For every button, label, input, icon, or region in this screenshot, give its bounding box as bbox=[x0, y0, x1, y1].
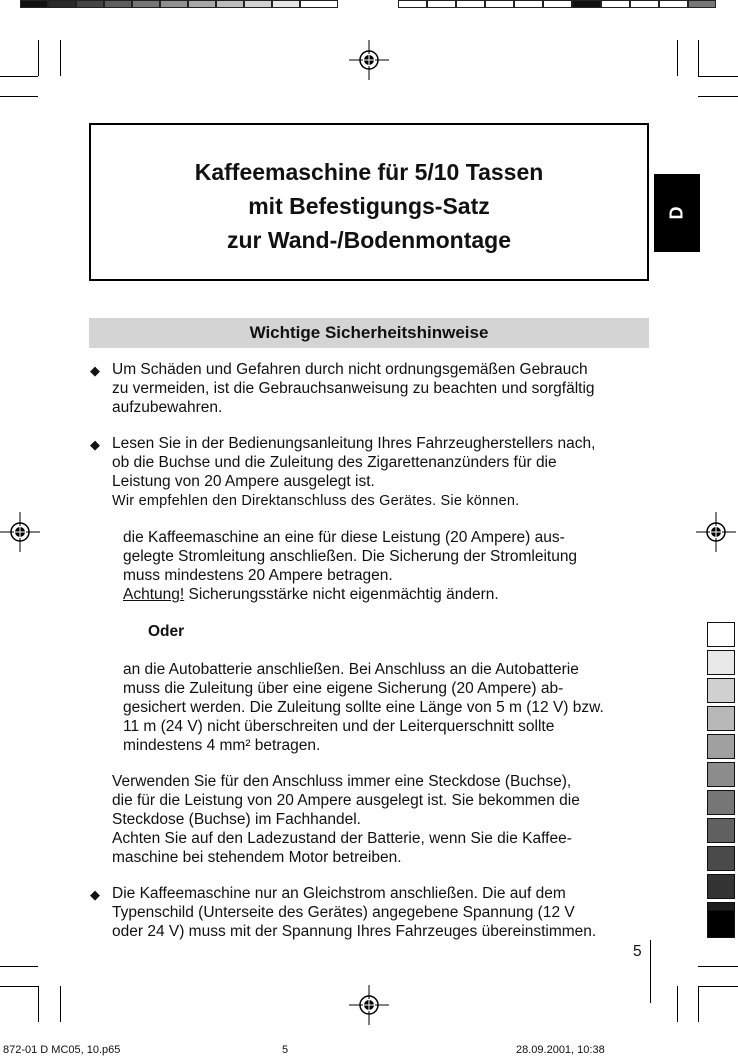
language-tab bbox=[654, 174, 700, 252]
warning-line bbox=[123, 586, 499, 605]
paragraph-line: die für die Leistung von 20 Ampere ausgelegt ist. Sie bekommen die bbox=[112, 792, 580, 809]
bullet3-line: Typenschild (Unterseite des Gerätes) angegebene Spannung (12 V bbox=[112, 904, 575, 921]
gray-swatch bbox=[707, 706, 735, 731]
option1-line: die Kaffeemaschine an eine für diese Leistung (20 Ampere) aus- bbox=[123, 529, 565, 546]
swatch bbox=[48, 0, 76, 8]
option1-line: muss mindestens 20 Ampere betragen. bbox=[123, 567, 393, 584]
option2-line: gesichert werden. Die Zuleitung sollte eine Länge von 5 m (12 V) bzw. bbox=[123, 699, 604, 716]
footer-page: 5 bbox=[282, 1044, 289, 1056]
title-box bbox=[89, 123, 649, 281]
registration-mark-left bbox=[0, 512, 40, 552]
swatch bbox=[572, 0, 601, 8]
gray-swatch bbox=[707, 734, 735, 759]
bullet2-line: Lesen Sie in der Bedienungsanleitung Ihres Fahrzeugherstellers nach, bbox=[112, 435, 596, 452]
paragraph-line: Achten Sie auf den Ladezustand der Batterie, wenn Sie die Kaffee- bbox=[112, 830, 572, 847]
bullet1-line: zu vermeiden, ist die Gebrauchsanweisung zu beachten und sorgfältig bbox=[112, 380, 595, 397]
option2-line: an die Autobatterie anschließen. Bei Anschluss an die Autobatterie bbox=[123, 661, 579, 678]
page-number: 5 bbox=[633, 943, 642, 960]
swatch bbox=[688, 0, 716, 8]
paragraph-line: Verwenden Sie für den Anschluss immer eine Steckdose (Buchse), bbox=[112, 773, 572, 790]
gray-swatch bbox=[707, 818, 735, 843]
swatch bbox=[398, 0, 427, 8]
swatch bbox=[188, 0, 216, 8]
bullet2-line: Wir empfehlen den Direktanschluss des Gerätes. Sie können. bbox=[112, 493, 520, 509]
swatch bbox=[160, 0, 188, 8]
bullet1-line: Um Schäden und Gefahren durch nicht ordnungsgemäßen Gebrauch bbox=[112, 361, 588, 378]
or-label: Oder bbox=[148, 623, 185, 640]
bullet3-line: Die Kaffeemaschine nur an Gleichstrom anschließen. Die auf dem bbox=[112, 885, 566, 902]
swatch bbox=[132, 0, 160, 8]
bullet-icon: ◆ bbox=[90, 887, 100, 902]
swatch bbox=[300, 0, 338, 8]
swatch bbox=[272, 0, 300, 8]
language-tab-label: D bbox=[666, 206, 687, 220]
title-line-1: Kaffeemaschine für 5/10 Tassen bbox=[194, 159, 544, 185]
bullet3-line: oder 24 V) muss mit der Spannung Ihres Fahrzeuges übereinstimmen. bbox=[112, 923, 597, 940]
gray-swatch bbox=[707, 846, 735, 871]
option2-line: muss die Zuleitung über eine eigene Sicherung (20 Ampere) ab- bbox=[123, 680, 564, 697]
swatch bbox=[630, 0, 659, 8]
swatch bbox=[104, 0, 132, 8]
swatch bbox=[244, 0, 272, 8]
gray-swatch bbox=[707, 762, 735, 787]
warning-text: Sicherungsstärke nicht eigenmächtig ändern. bbox=[184, 586, 499, 603]
swatch bbox=[601, 0, 630, 8]
option2-line: 11 m (24 V) nicht überschreiten und der Leiterquerschnitt sollte bbox=[123, 718, 555, 735]
bullet1-line: aufzubewahren. bbox=[112, 399, 223, 416]
swatch bbox=[20, 0, 48, 8]
gray-swatch bbox=[707, 678, 735, 703]
gray-swatch bbox=[707, 622, 735, 647]
footer-datetime: 28.09.2001, 10:38 bbox=[516, 1044, 605, 1056]
title-line-3: zur Wand-/Bodenmontage bbox=[226, 227, 512, 253]
swatch bbox=[456, 0, 485, 8]
warning-label: Achtung! bbox=[123, 586, 185, 603]
swatch bbox=[514, 0, 543, 8]
section-heading-bar bbox=[89, 318, 649, 348]
option1-line: gelegte Stromleitung anschließen. Die Sicherung der Stromleitung bbox=[123, 548, 578, 565]
page-number-rule bbox=[650, 940, 651, 1003]
gray-swatch bbox=[707, 790, 735, 815]
section-heading: Wichtige Sicherheitshinweise bbox=[249, 323, 489, 342]
bullet-icon: ◆ bbox=[90, 437, 100, 452]
swatch bbox=[216, 0, 244, 8]
footer-file: 872-01 D MC05, 10.p65 bbox=[3, 1044, 121, 1056]
paragraph-line: Steckdose (Buchse) im Fachhandel. bbox=[112, 811, 361, 828]
registration-mark-right bbox=[696, 512, 736, 552]
title-line-2: mit Befestigungs-Satz bbox=[248, 193, 490, 219]
option2-line: mindestens 4 mm² betragen. bbox=[123, 737, 321, 754]
gray-swatch bbox=[707, 874, 735, 899]
registration-mark-bottom bbox=[349, 985, 389, 1025]
registration-mark-top bbox=[349, 40, 389, 80]
swatch bbox=[427, 0, 456, 8]
gray-swatch bbox=[707, 650, 735, 675]
swatch bbox=[76, 0, 104, 8]
swatch bbox=[485, 0, 514, 8]
bullet-icon: ◆ bbox=[90, 363, 100, 378]
paragraph-line: maschine bei stehendem Motor betreiben. bbox=[112, 849, 402, 866]
bullet2-line: ob die Buchse und die Zuleitung des Zigarettenanzünders für die bbox=[112, 454, 557, 471]
swatch bbox=[659, 0, 688, 8]
bullet2-line: Leistung von 20 Ampere ausgelegt ist. bbox=[112, 473, 375, 490]
gray-swatch bbox=[707, 910, 735, 938]
swatch bbox=[543, 0, 572, 8]
